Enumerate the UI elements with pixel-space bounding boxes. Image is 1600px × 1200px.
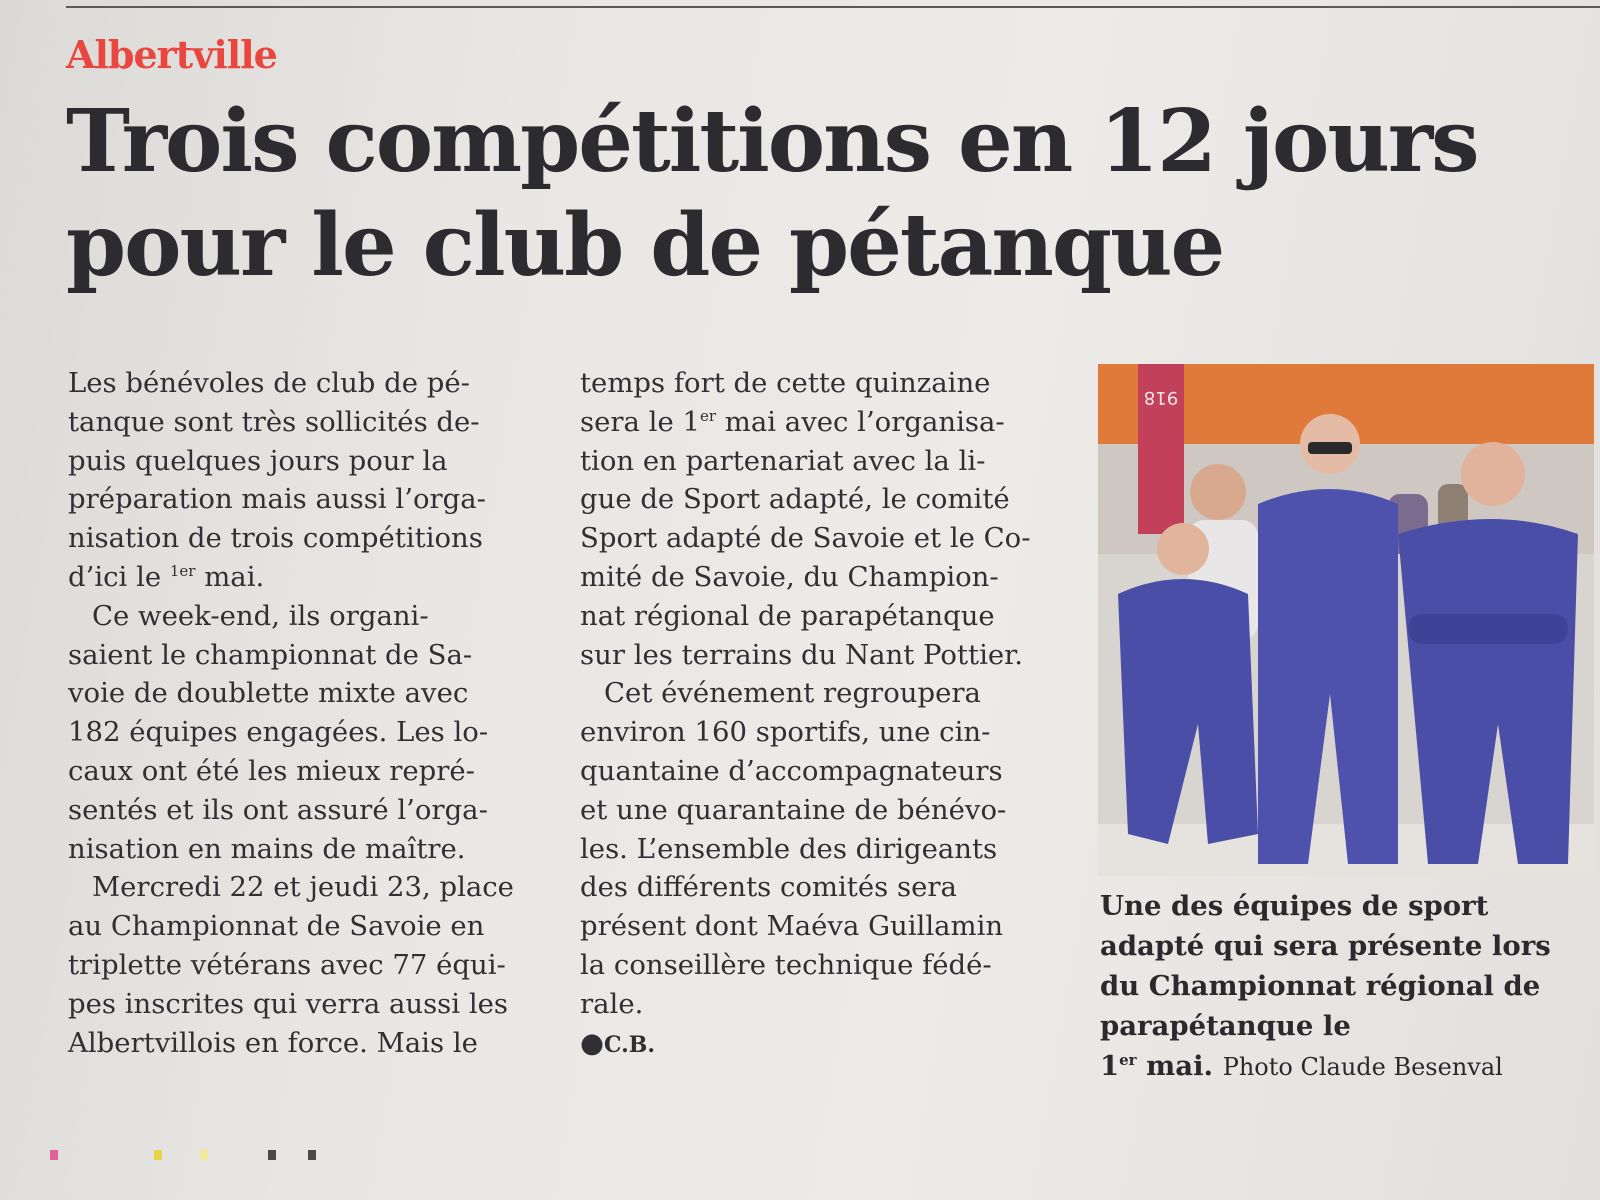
body-line: sur les terrains du Nant Pottier. xyxy=(580,638,1024,671)
body-line: mité de Savoie, du Champion- xyxy=(580,560,999,593)
body-line: Cet événement regroupera xyxy=(604,677,981,710)
caption-line xyxy=(1100,1046,1600,1087)
byline-text: C.B. xyxy=(604,1031,656,1058)
mark-yellow-light xyxy=(200,1150,208,1160)
body-line: saient le championnat de Sa- xyxy=(68,638,473,671)
body-line: la conseillère technique fédé- xyxy=(580,948,992,981)
body-line: caux ont été les mieux repré- xyxy=(68,754,475,787)
body-line: les. L’ensemble des dirigeants xyxy=(580,832,998,865)
body-line: au Championnat de Savoie en xyxy=(68,910,485,943)
body-line: temps fort de cette quinzaine xyxy=(580,367,991,399)
body-line: Mercredi 22 et jeudi 23, place xyxy=(92,871,514,904)
banner-text: 918 xyxy=(1143,387,1179,408)
body-line: gue de Sport adapté, le comité xyxy=(580,483,1010,516)
body-line: Sport adapté de Savoie et le Co- xyxy=(580,522,1031,555)
photo-credit: Photo Claude Besenval xyxy=(1222,1053,1503,1081)
caption-line: parapétanque le xyxy=(1100,1010,1351,1042)
body-line: des différents comités sera xyxy=(580,871,957,904)
body-line: nat régional de parapétanque xyxy=(580,599,995,632)
body-line: 182 équipes engagées. Les lo- xyxy=(68,716,489,749)
body-line: tion en partenariat avec la li- xyxy=(580,444,986,477)
caption-line: adapté qui sera présente lors xyxy=(1100,930,1551,962)
superscript: 1er xyxy=(169,561,196,580)
body-text: d’ici le xyxy=(68,560,170,593)
caption-line: Une des équipes de sport xyxy=(1100,890,1489,922)
body-line: environ 160 sportifs, une cin- xyxy=(580,716,991,749)
superscript: er xyxy=(699,406,717,425)
article-column-2 xyxy=(580,364,1060,1064)
body-line: présent dont Maéva Guillamin xyxy=(580,910,1004,943)
top-rule xyxy=(66,6,1600,8)
headline-line-2: pour le club de pétanque xyxy=(66,195,1224,296)
body-line: pes inscrites qui verra aussi les xyxy=(68,987,509,1020)
mark-yellow xyxy=(154,1150,162,1160)
caption-text: mai. xyxy=(1136,1050,1214,1082)
body-line: Ce week-end, ils organi- xyxy=(92,599,429,632)
mark-black xyxy=(268,1150,276,1160)
body-line xyxy=(68,558,538,597)
body-text: mai avec l’organisa- xyxy=(716,405,1005,438)
superscript: er xyxy=(1119,1050,1137,1069)
body-line: nisation de trois compétitions xyxy=(68,522,483,555)
caption-text: 1 xyxy=(1100,1050,1120,1082)
body-line: préparation mais aussi l’orga- xyxy=(68,483,486,516)
body-text: sera le xyxy=(580,405,683,438)
body-line: Albertvillois en force. Mais le xyxy=(68,1026,478,1059)
photo-caption xyxy=(1100,886,1600,1087)
body-text: mai. xyxy=(195,560,265,593)
headline-line-1: Trois compétitions en 12 jours xyxy=(66,91,1478,192)
photo-illustration xyxy=(1098,364,1594,876)
mark-black xyxy=(308,1150,316,1160)
article-column-1 xyxy=(68,364,538,1062)
body-line: nisation en mains de maître. xyxy=(68,832,466,865)
body-line: triplette vétérans avec 77 équi- xyxy=(68,948,506,981)
bullet-icon: ● xyxy=(580,1026,604,1059)
body-text: 1 xyxy=(682,405,700,438)
body-line: sentés et ils ont assuré l’orga- xyxy=(68,793,488,826)
body-line: et une quarantaine de bénévo- xyxy=(580,793,1007,826)
section-label: Albertville xyxy=(66,32,277,77)
body-line: voie de doublette mixte avec xyxy=(68,677,469,710)
caption-line: du Championnat régional de xyxy=(1100,970,1541,1002)
body-line: Les bénévoles de club de pé- xyxy=(68,367,470,399)
mark-magenta xyxy=(50,1150,58,1160)
body-line: rale. xyxy=(580,987,644,1020)
body-line: puis quelques jours pour la xyxy=(68,444,448,477)
article-photo xyxy=(1098,364,1594,876)
body-line: tanque sont très sollicités de- xyxy=(68,405,480,438)
body-line: quantaine d’accompagnateurs xyxy=(580,754,1003,787)
headline xyxy=(66,90,1486,298)
body-line xyxy=(580,403,1060,442)
byline xyxy=(580,1024,1060,1065)
